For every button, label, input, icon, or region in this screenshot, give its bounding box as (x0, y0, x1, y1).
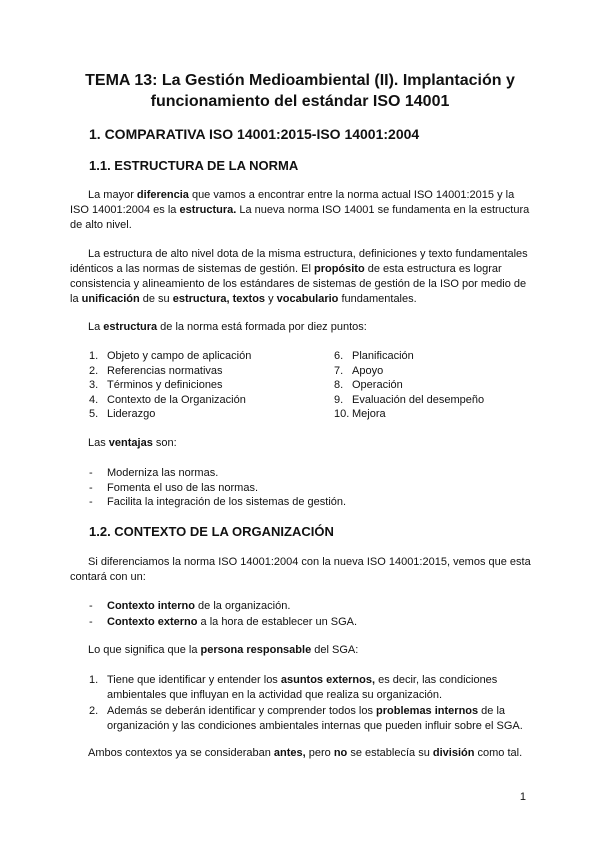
list-item: - Fomenta el uso de las normas. (89, 481, 259, 494)
list-item: 2. Además se deberán identificar y comprender todos los problemas internos de la organización y las condiciones ambientales internas que pueden influir sobre el SGA. (89, 705, 523, 732)
paragraph-diferenciamos: Si diferenciamos la norma ISO 14001:2004 con la nueva ISO 14001:2015, vemos que esta contará con un: (70, 556, 531, 583)
page-number: 1 (519, 791, 526, 803)
document-title (0, 70, 600, 112)
title-line-2: funcionamiento del estándar ISO 14001 (150, 93, 450, 110)
list-item: 6. Planificación (334, 350, 414, 362)
list-item: - Facilita la integración de los sistemas de gestión. (89, 496, 347, 508)
contexts-list (89, 598, 357, 630)
list-item: - Contexto interno de la organización. (89, 600, 291, 612)
list-item: 7. Apoyo (334, 364, 384, 377)
section-1-heading: 1. COMPARATIVA ISO 14001:2015-ISO 14001:2004 (89, 126, 420, 142)
list-item: 5. Liderazgo (89, 408, 156, 420)
responsibilities-list (89, 673, 534, 734)
list-item: 1. Tiene que identificar y entender los asuntos externos, es decir, las condiciones ambientales que influyan en la actividad que realiza su organización. (89, 674, 498, 701)
list-item: 4. Contexto de la Organización (89, 393, 246, 406)
section-1-1-heading: 1.1. ESTRUCTURA DE LA NORMA (89, 158, 299, 173)
points-list-right (334, 349, 534, 422)
list-item: 1. Objeto y campo de aplicación (89, 350, 252, 362)
advantages-list (89, 466, 346, 510)
points-list-left (89, 349, 309, 422)
paragraph-diferencia: La mayor diferencia que vamos a encontrar entre la norma actual ISO 14001:2015 y la ISO 14001:2004 es la estructura. La nueva norma ISO 14001 se fundamenta en la estructura de alto nivel. (70, 189, 530, 231)
list-item: 9. Evaluación del desempeño (334, 393, 485, 406)
title-line-1: TEMA 13: La Gestión Medioambiental (II). Implantación y (85, 72, 515, 89)
paragraph-ambos-contextos: Ambos contextos ya se consideraban antes, pero no se establecía su división como tal. (88, 747, 523, 759)
list-item: 3. Términos y definiciones (89, 379, 223, 391)
list-item: 2. Referencias normativas (89, 364, 223, 377)
paragraph-ventajas: Las ventajas son: (88, 437, 177, 449)
paragraph-estructura-alto-nivel: La estructura de alto nivel dota de la misma estructura, definiciones y texto fundamentales idénticos a las normas de sistemas de gestión. El propósito de esta estructura es lograr consistencia y alineamiento de los estándares de sistemas de gestión de la ISO por medio de la unificación de su estructura, textos y vocabulario fundamentales. (70, 248, 528, 305)
list-item: 8. Operación (334, 379, 403, 391)
section-1-2-heading: 1.2. CONTEXTO DE LA ORGANIZACIÓN (89, 524, 334, 539)
paragraph-diez-puntos: La estructura de la norma está formada por diez puntos: (88, 321, 367, 333)
paragraph-persona-responsable: Lo que significa que la persona responsable del SGA: (88, 644, 359, 656)
list-item: 10. Mejora (334, 408, 386, 420)
list-item: - Contexto externo a la hora de establecer un SGA. (89, 616, 358, 628)
list-item: - Moderniza las normas. (89, 467, 219, 479)
